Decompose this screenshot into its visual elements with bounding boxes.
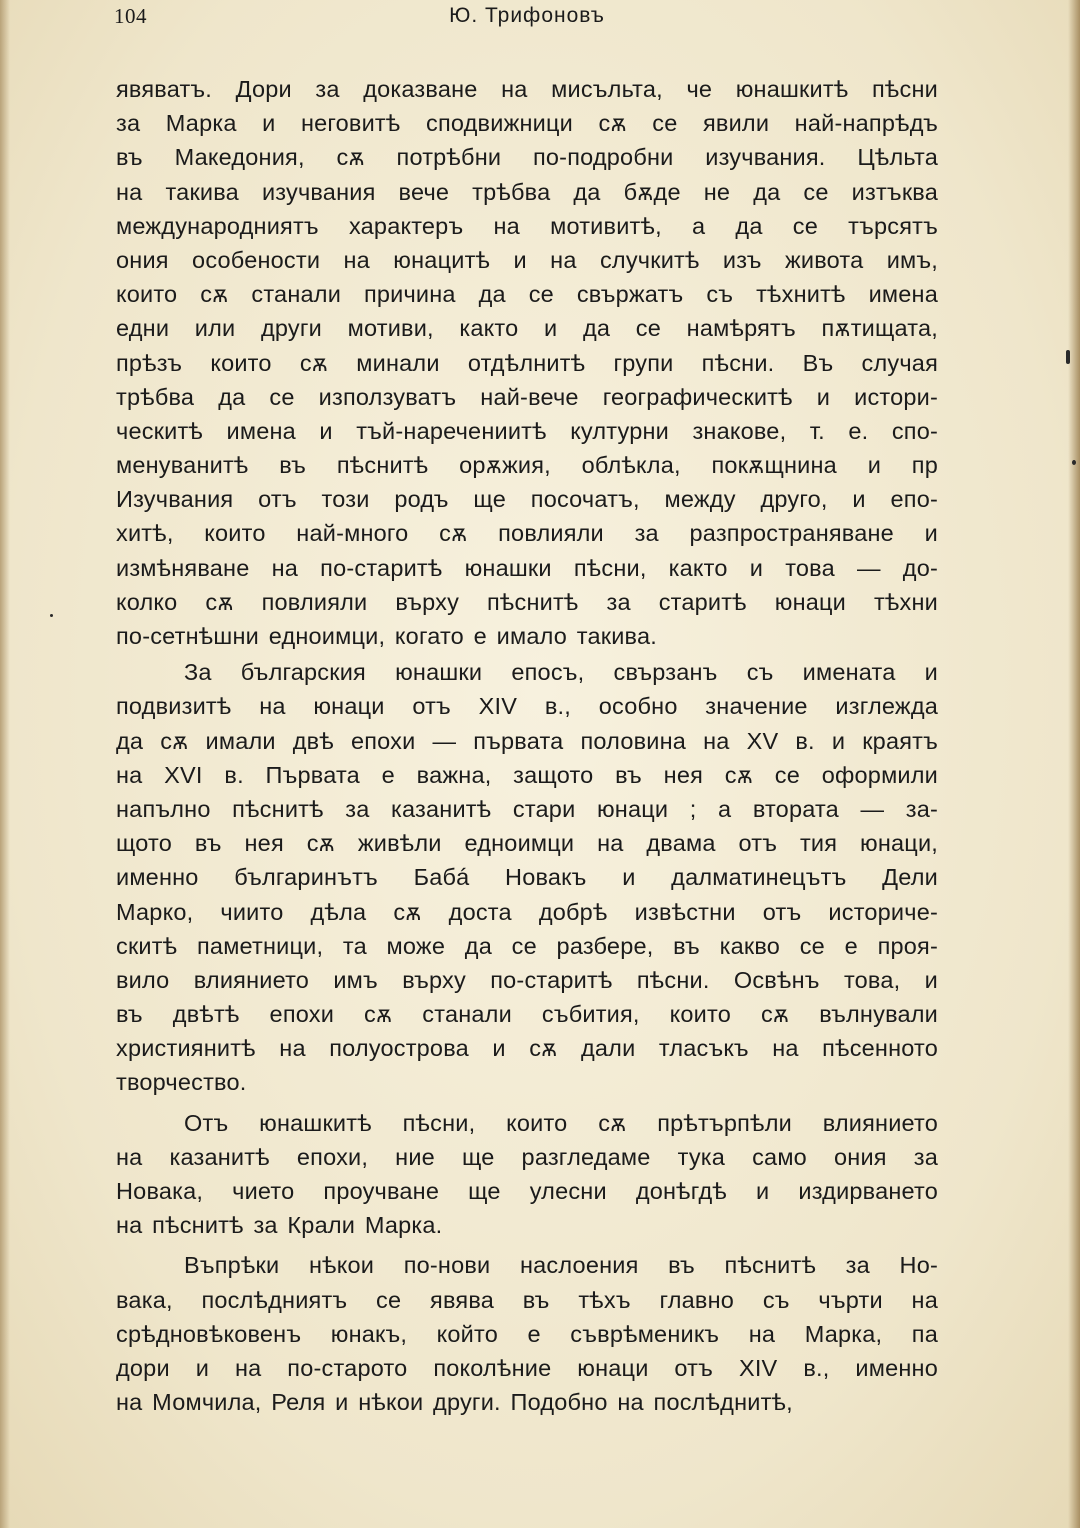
text-line: напълно пѣснитѣ за казанитѣ стари юнаци ; а втората — за- — [116, 795, 938, 822]
page-number: 104 — [114, 4, 147, 28]
text-line: явяватъ. Дори за доказване на мисъльта, че юнашкитѣ пѣсни — [116, 76, 938, 102]
text-line: по-сетнѣшни едноимци, когато е имало такива. — [116, 623, 657, 649]
text-line: на пѣснитѣ за Крали Марка. — [116, 1212, 443, 1239]
text-line: на XVI в. Първата е важна, защото въ нея сѫ се оформили — [116, 761, 938, 788]
text-line: менуванитѣ въ пѣснитѣ орѫжия, облѣкла, покѫщнина и пр — [116, 452, 938, 479]
text-line: Новака, чието проучване ще улесни донѣгдѣ и издирването — [116, 1178, 938, 1204]
text-line: подвизитѣ на юнаци отъ XIV в., особно значение изглежда — [116, 693, 938, 720]
text-line: които сѫ станали причина да се свържатъ съ тѣхнитѣ имена — [116, 281, 938, 308]
text-line: Отъ юнашкитѣ пѣсни, които сѫ прѣтърпѣли влиянието — [184, 1109, 938, 1136]
text-line: вака, послѣдниятъ се явява въ тѣхъ главно съ чърти на — [116, 1286, 938, 1313]
text-line: срѣдновѣковенъ юнакъ, който е съврѣменикъ на Марка, па — [116, 1320, 938, 1347]
text-line: дори и на по-старото поколѣние юнаци отъ XIV в., именно — [116, 1354, 938, 1381]
text-line: измѣняване на по-старитѣ юнашки пѣсни, както и това — до- — [116, 554, 938, 581]
paragraph — [116, 1248, 938, 1419]
text-line: въ двѣтѣ епохи сѫ станали събития, които сѫ вълнували — [116, 1001, 938, 1028]
paragraph — [116, 655, 938, 1099]
text-line: Въпрѣки нѣкои по-нови наслоения въ пѣснитѣ за Но- — [184, 1252, 938, 1279]
text-line: Марко, чиито дѣла сѫ доста добрѣ извѣстни отъ историче- — [116, 898, 938, 925]
text-line: творчество. — [116, 1069, 247, 1096]
text-line: хитѣ, които най-много сѫ повлияли за разпространяване и — [116, 520, 938, 547]
text-line: прѣзъ които сѫ минали отдѣлнитѣ групи пѣсни. Въ случая — [116, 349, 938, 376]
text-line: да сѫ имали двѣ епохи — първата половина на XV в. и краятъ — [116, 727, 938, 754]
text-line: именно българинътъ Бабá Новакъ и далматинецътъ Дели — [116, 864, 938, 891]
text-line: щото въ нея сѫ живѣли едноимци на двама отъ тия юнаци, — [116, 830, 938, 857]
text-line: за Марка и неговитѣ сподвижници сѫ се явили най-напрѣдъ — [116, 110, 938, 137]
body-text — [116, 72, 938, 1419]
text-line: ческитѣ имена и тъй-наречениитѣ културни знакове, т. е. спо- — [116, 417, 938, 444]
text-line: колко сѫ повлияли върху пѣснитѣ за старитѣ юнаци тѣхни — [116, 588, 938, 615]
paragraph — [116, 1106, 938, 1243]
text-line: на такива изучвания вече трѣбва да бѫде не да се изтъква — [116, 178, 938, 205]
text-line: християнитѣ на полуострова и сѫ дали тласъкъ на пѣсенното — [116, 1035, 938, 1062]
text-line: За българския юнашки епосъ, свързанъ съ имената и — [184, 659, 938, 686]
page-edge-left — [0, 0, 10, 1528]
paragraph — [116, 72, 938, 653]
text-line: международниятъ характеръ на мотивитѣ, а да се търсятъ — [116, 212, 938, 239]
text-line: въ Македония, сѫ потрѣбни по-подробни изучвания. Цѣльта — [116, 144, 938, 171]
text-line: на казанитѣ епохи, ние ще разгледаме тука само ония за — [116, 1143, 938, 1170]
text-line: вило влиянието имъ върху по-старитѣ пѣсни. Освѣнъ това, и — [116, 966, 938, 993]
text-line: скитѣ паметници, та може да се разбере, въ какво се е проя- — [116, 932, 938, 959]
text-line: Изучвания отъ този родъ ще посочатъ, между друго, и епо- — [116, 486, 938, 513]
ink-speck — [1066, 350, 1070, 364]
text-line: едни или други мотиви, както и да се намѣрятъ пѫтищата, — [116, 315, 938, 342]
text-line: на Момчила, Реля и нѣкои други. Подобно на послѣднитѣ, — [116, 1389, 793, 1416]
page-edge-right — [1068, 0, 1080, 1528]
page-header — [114, 4, 940, 38]
text-line: ония особености на юнацитѣ и на случкитѣ изъ живота имъ, — [116, 246, 938, 273]
ink-speck — [1072, 460, 1076, 465]
running-head: Ю. Трифоновъ — [449, 4, 605, 27]
text-line: трѣбва да се използуватъ най-вече географическитѣ и истори- — [116, 383, 938, 410]
ink-speck — [50, 614, 53, 617]
